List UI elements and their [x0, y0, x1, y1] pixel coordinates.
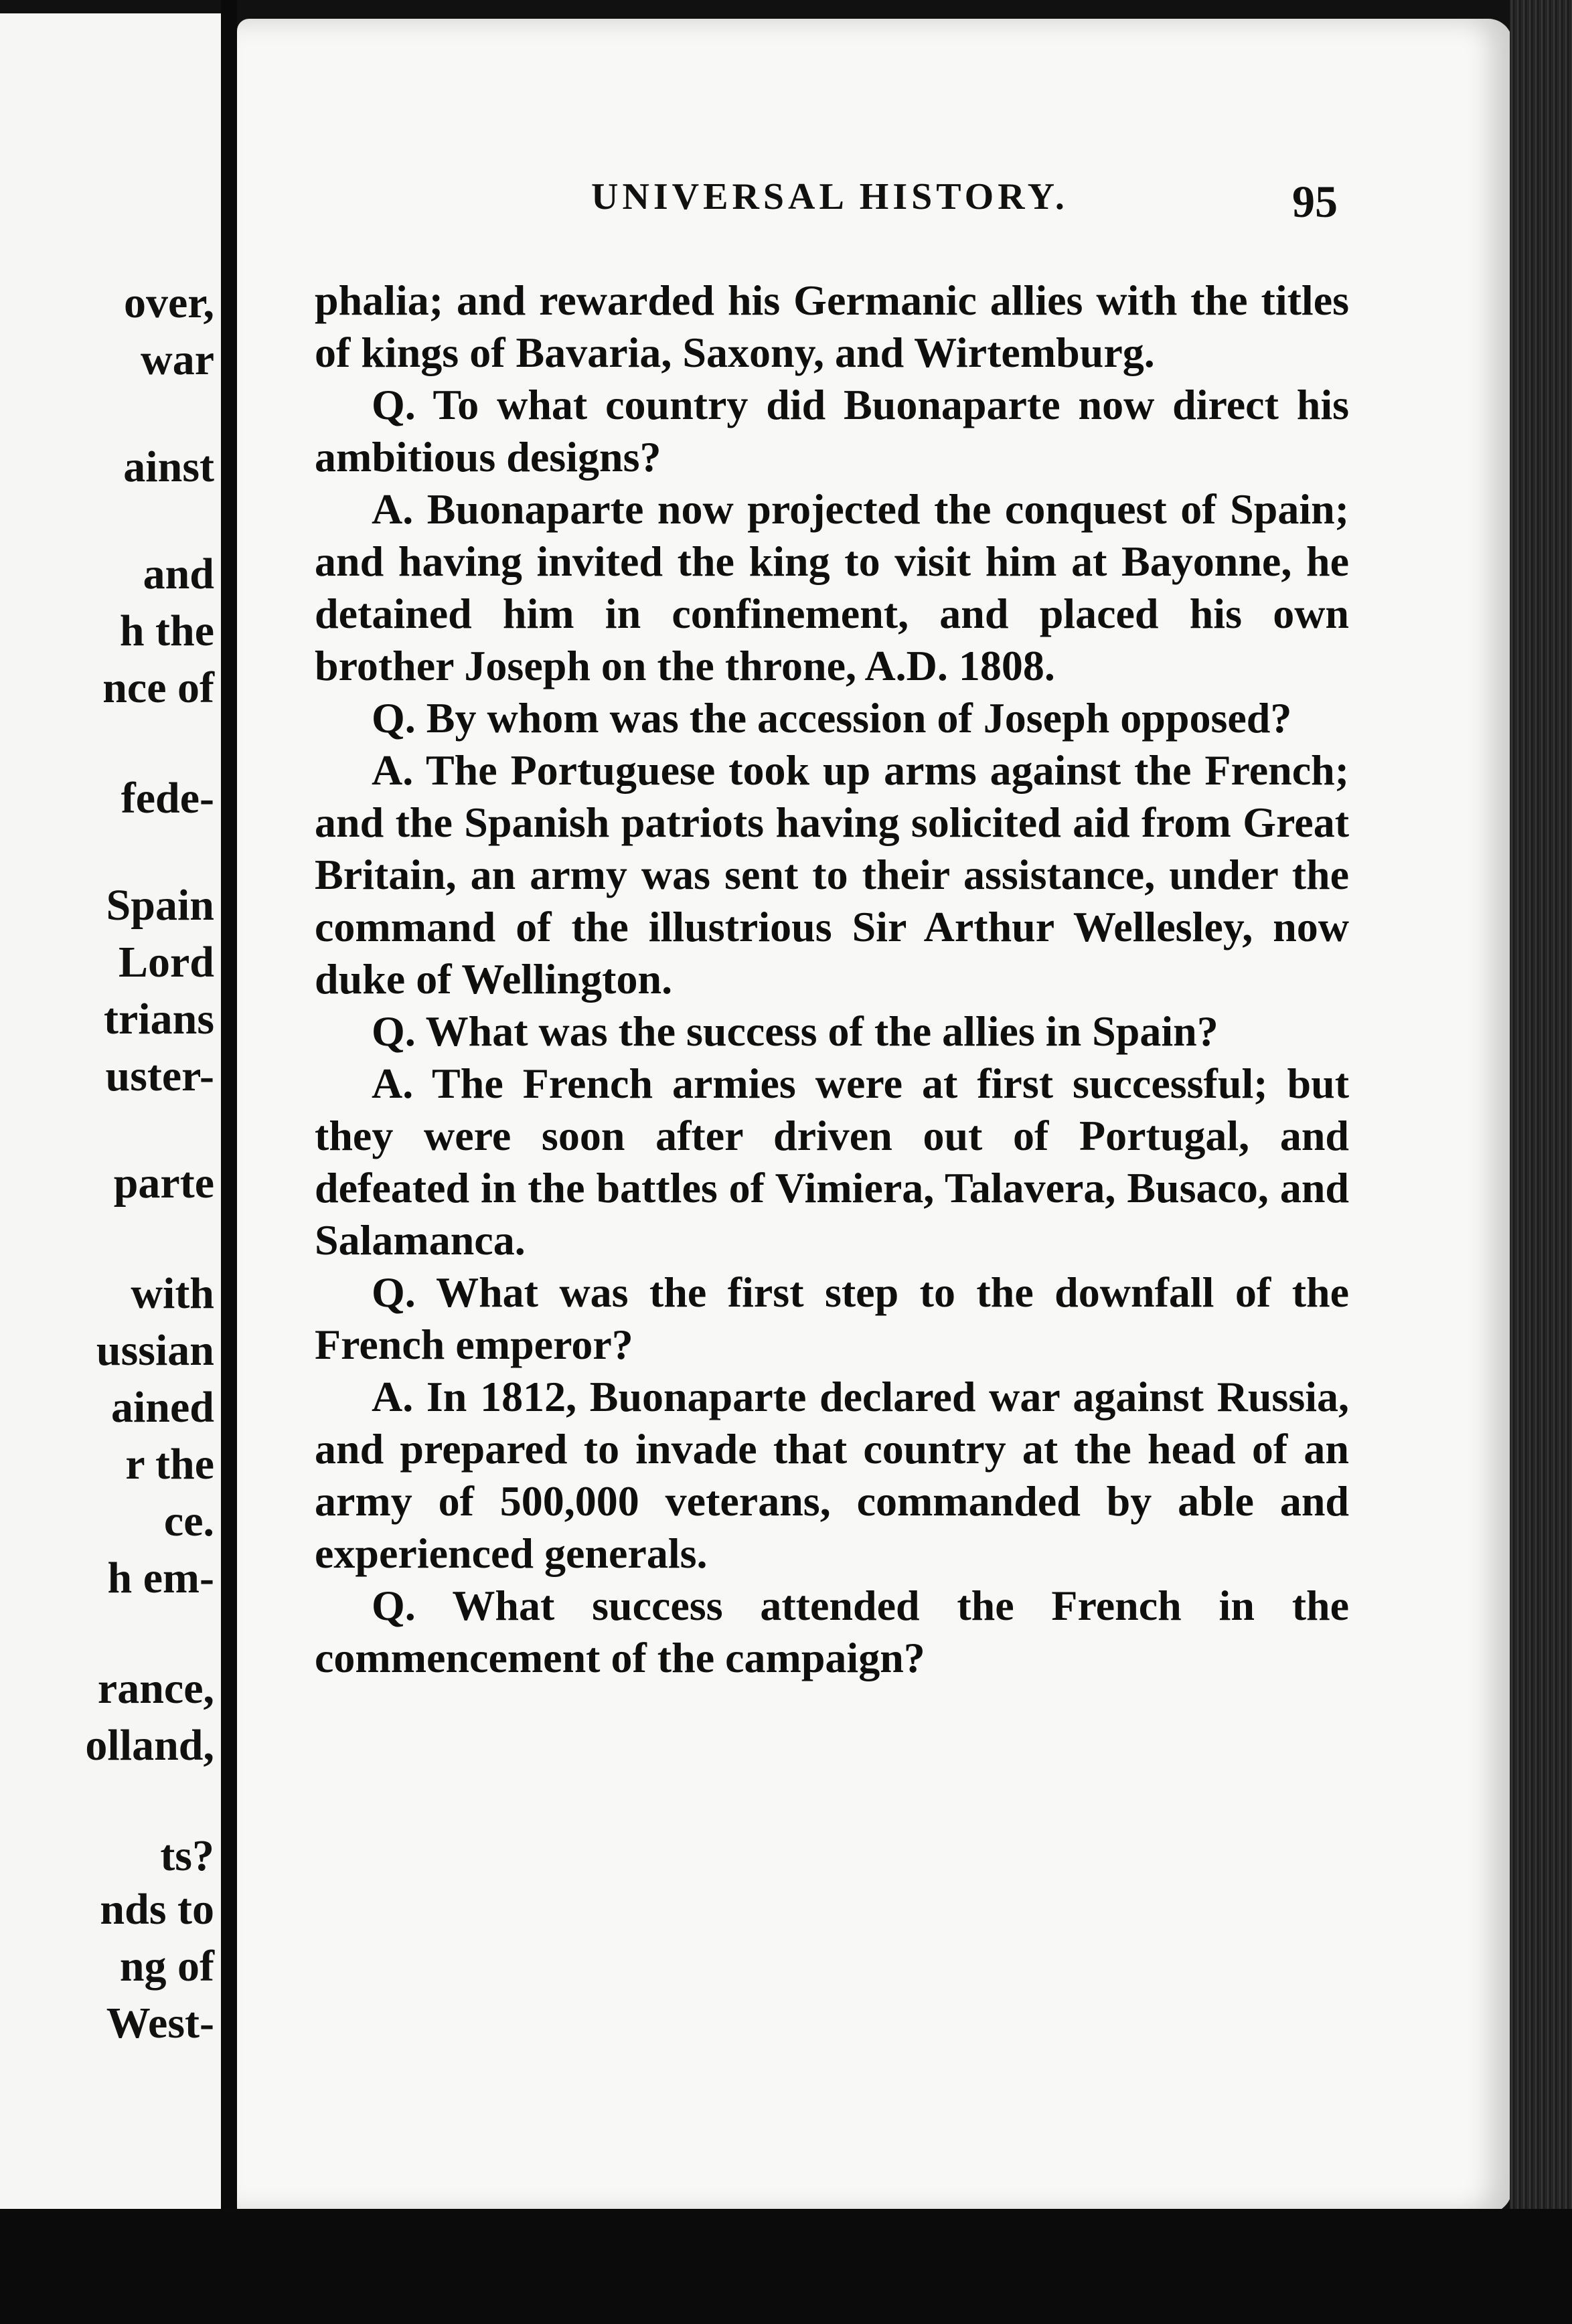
left-page-line-fragment: ng of: [119, 1942, 214, 1991]
left-page-line-fragment: ce.: [163, 1497, 214, 1546]
paragraph: phalia; and rewarded his Germanic allies with the titles of kings of Bavaria, Saxony, and Wirtemburg.: [315, 276, 1349, 376]
answer-paragraph: A. In 1812, Buonaparte declared war against Russia, and prepared to invade that country at the head of an army of 500,000 veterans, commanded by able and experienced generals.: [315, 1373, 1349, 1577]
question-paragraph: Q. What was the success of the allies in Spain?: [372, 1007, 1219, 1055]
left-page-line-fragment: ts?: [160, 1831, 214, 1880]
question-paragraph: Q. What was the first step to the downfall of the French emperor?: [315, 1268, 1349, 1368]
question-paragraph: Q. By whom was the accession of Joseph opposed?: [372, 694, 1292, 742]
answer-paragraph: A. Buonaparte now projected the conquest of Spain; and having invited the king to visit him at Bayonne, he detained him in confinement, and placed his own brother Joseph on the throne, A.D. 1808.: [315, 485, 1349, 689]
left-page-fragment: [0, 13, 230, 2216]
question-paragraph: Q. To what country did Buonaparte now direct his ambitious designs?: [315, 381, 1349, 481]
left-page-line-fragment: h em-: [107, 1554, 214, 1602]
left-page-line-fragment: olland,: [85, 1721, 214, 1770]
left-page-line-fragment: ainst: [123, 442, 214, 491]
left-page-line-fragment: fede-: [121, 774, 214, 823]
bottom-shadow: [0, 2209, 1572, 2324]
left-page-line-fragment: uster-: [105, 1052, 214, 1100]
left-page-line-fragment: and: [143, 550, 214, 598]
left-page-line-fragment: over,: [123, 278, 214, 327]
left-page-line-fragment: ussian: [96, 1326, 214, 1375]
left-page-line-fragment: parte: [113, 1159, 214, 1208]
left-page-line-fragment: nds to: [100, 1885, 214, 1934]
left-page-line-fragment: Spain: [106, 881, 214, 930]
left-page-line-fragment: r the: [125, 1440, 214, 1489]
left-page-line-fragment: nce of: [102, 663, 214, 712]
running-head: UNIVERSAL HISTORY.: [591, 176, 1069, 218]
page-gutter: [221, 0, 237, 2236]
left-page-line-fragment: h the: [119, 606, 214, 655]
left-page-line-fragment: war: [141, 335, 214, 384]
page-number: 95: [1292, 176, 1338, 227]
left-page-line-fragment: Lord: [118, 938, 214, 987]
answer-paragraph: A. The Portuguese took up arms against the French; and the Spanish patriots having solicited aid from Great Britain, an army was sent to their assistance, under the command of the illustrious Sir Arthur Wellesley, now duke of Wellington.: [315, 746, 1349, 1003]
left-page-line-fragment: with: [131, 1269, 214, 1318]
body-text: [315, 274, 1349, 1684]
question-paragraph: Q. What success attended the French in the commencement of the campaign?: [315, 1582, 1349, 1681]
left-page-line-fragment: trians: [104, 995, 214, 1044]
left-page-line-fragment: rance,: [97, 1664, 214, 1713]
left-page-line-fragment: West-: [106, 1999, 214, 2048]
left-page-line-fragment: ained: [110, 1383, 214, 1432]
book-binding: [1510, 0, 1572, 2324]
answer-paragraph: A. The French armies were at first successful; but they were soon after driven out of Portugal, and defeated in the battles of Vimiera, Talavera, Busaco, and Salamanca.: [315, 1060, 1349, 1264]
